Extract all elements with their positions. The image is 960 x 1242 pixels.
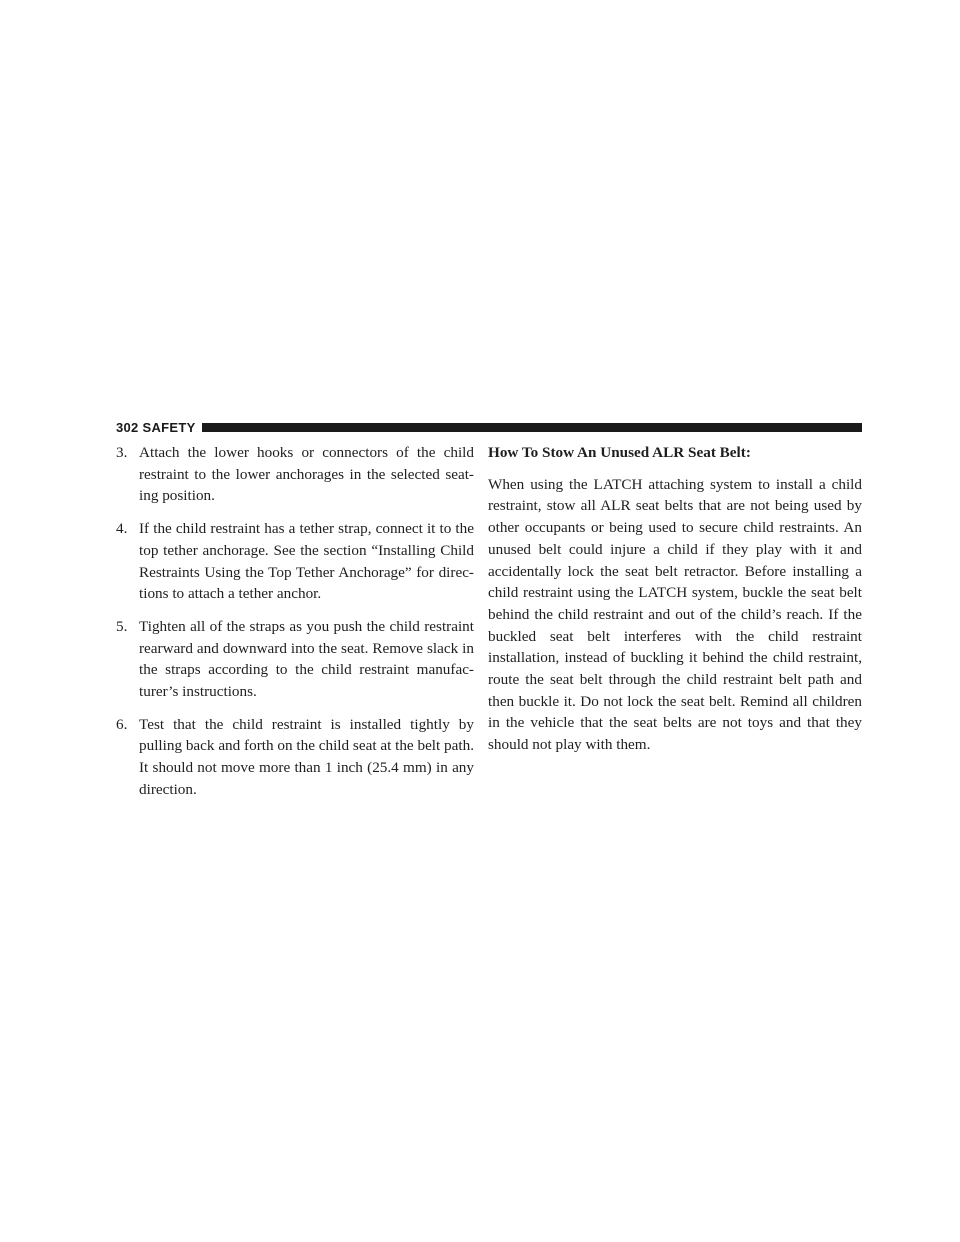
page-number-section-label: 302 SAFETY [116,419,196,435]
step-item [116,714,474,801]
step-item [116,442,474,507]
step-text: If the child restraint has a tether strap, connect it to the top tether anchorage. See the section “Installing Child Restraints Using the Top Tether Anchorage” for direc-tions to attach a tether anchor. [139,520,474,603]
step-item [116,518,474,605]
section-heading: How To Stow An Unused ALR Seat Belt: [488,444,751,461]
body-paragraph: When using the LATCH attaching system to install a child restraint, stow all ALR seat belts that are not being used by other occupants or being used to secure child restraints. An unused belt could injure a child if they play with it and accidentally lock the seat belt retractor. Before installing a child restraint using the LATCH system, buckle the seat belt behind the child restraint and out of the child’s reach. If the buckled seat belt interferes with the child restraint installation, instead of buckling it behind the child restraint, route the seat belt through the child restraint belt path and then buckle it. Do not lock the seat belt. Remind all children in the vehicle that the seat belts are not toys and that they should not play with them. [488,475,862,754]
left-column [116,442,474,812]
step-text: Test that the child restraint is installed tightly by pulling back and forth on the child seat at the belt path. It should not move more than 1 inch (25.4 mm) in any direction. [139,715,474,798]
right-column [488,442,862,756]
installation-steps [116,442,474,801]
step-number: 5. [116,617,128,635]
step-number: 4. [116,520,128,538]
page-header [116,418,862,436]
step-number: 6. [116,715,128,733]
step-number: 3. [116,444,128,461]
step-text: Tighten all of the straps as you push the child restraint rearward and downward into the seat. Remove slack in the straps according to the child restraint manufac-turer’s instructions. [139,617,474,701]
step-item [116,616,474,703]
header-rule [202,423,862,432]
step-text: Attach the lower hooks or connectors of the child restraint to the lower anchorages in the selected seat-ing position. [139,444,474,505]
